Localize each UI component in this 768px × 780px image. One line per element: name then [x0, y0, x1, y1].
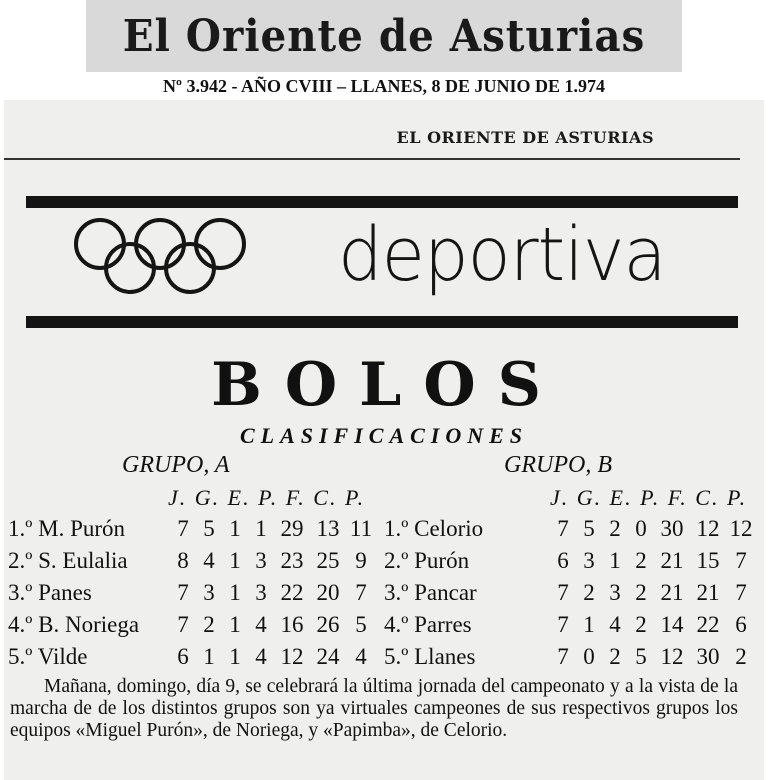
stat-cell: 6 — [735, 612, 747, 637]
article-body: Mañana, domingo, día 9, se celebrará la última jornada del campeonato y a la vista de la marcha de de los distintos grupos son ya virtuales campeones de sus respectivos grupos los equipos «Miguel Purón», de Noriega, y «Papimba», de Celorio. — [10, 676, 738, 741]
stat-cell: 2 — [203, 612, 215, 637]
stat-cell: 22 — [280, 580, 304, 605]
sport-title: BOLOS — [211, 350, 563, 420]
group-b-columns: J. G. E. P. F. C. P. — [550, 485, 748, 510]
stat-cell: 1 — [229, 580, 241, 605]
stat-cell: 3 — [583, 548, 595, 573]
issue-line: Nº 3.942 - AÑO CVIII – LLANES, 8 DE JUNIO DE 1.974 — [163, 76, 605, 96]
stat-cell: 6 — [557, 548, 569, 573]
stat-cell: 20 — [316, 580, 340, 605]
group-a-columns: J. G. E. P. F. C. P. — [168, 485, 366, 510]
table-row — [8, 609, 376, 641]
team-name: 1.º Celorio — [384, 516, 484, 541]
stat-cell: 14 — [660, 612, 684, 637]
stat-cell: 8 — [177, 548, 189, 573]
stat-cell: 1 — [229, 548, 241, 573]
stat-cell: 24 — [316, 644, 340, 669]
stat-cell: 4 — [255, 644, 267, 669]
stat-cell: 7 — [177, 516, 189, 541]
stat-cell: 12 — [280, 644, 304, 669]
stat-cell: 5 — [355, 612, 367, 637]
stat-cell: 23 — [280, 548, 304, 573]
team-name: 3.º Panes — [8, 580, 92, 605]
stat-cell: 21 — [660, 548, 684, 573]
stat-cell: 9 — [355, 548, 367, 573]
masthead-title: El Oriente de Asturias — [122, 10, 646, 62]
stat-cell: 3 — [255, 580, 267, 605]
stat-cell: 5 — [583, 516, 595, 541]
stat-cell: 30 — [660, 516, 684, 541]
masthead — [86, 0, 682, 72]
group-b-standings — [384, 513, 756, 673]
stat-cell: 1 — [229, 612, 241, 637]
stat-cell: 2 — [583, 580, 595, 605]
stat-cell: 7 — [557, 516, 569, 541]
team-name: 2.º S. Eulalia — [8, 548, 128, 573]
stat-cell: 7 — [557, 612, 569, 637]
stat-cell: 1 — [203, 644, 215, 669]
stat-cell: 5 — [635, 644, 647, 669]
stat-cell: 16 — [280, 612, 304, 637]
table-row — [8, 545, 376, 577]
team-name: 5.º Llanes — [384, 644, 476, 669]
top-rule — [4, 158, 740, 160]
stat-cell: 7 — [557, 644, 569, 669]
stat-cell: 6 — [177, 644, 189, 669]
team-name: 5.º Vilde — [8, 644, 88, 669]
stat-cell: 7 — [557, 580, 569, 605]
stat-cell: 11 — [349, 516, 373, 541]
stat-cell: 21 — [696, 580, 720, 605]
stat-cell: 4 — [255, 612, 267, 637]
banner-bar-lower — [26, 316, 738, 328]
stat-cell: 13 — [316, 516, 340, 541]
stat-cell: 2 — [635, 580, 647, 605]
sport-subtitle: CLASIFICACIONES — [239, 423, 529, 448]
stat-cell: 26 — [316, 612, 340, 637]
stat-cell: 30 — [696, 644, 720, 669]
stat-cell: 2 — [609, 516, 621, 541]
team-name: 4.º B. Noriega — [8, 612, 140, 637]
stat-cell: 1 — [229, 644, 241, 669]
stat-cell: 22 — [696, 612, 720, 637]
stat-cell: 15 — [696, 548, 720, 573]
stat-cell: 2 — [635, 612, 647, 637]
stat-cell: 7 — [177, 580, 189, 605]
team-name: 3.º Pancar — [384, 580, 477, 605]
running-head: EL ORIENTE DE ASTURIAS — [396, 128, 654, 147]
stat-cell: 1 — [229, 516, 241, 541]
stat-cell: 3 — [255, 548, 267, 573]
group-a-standings — [8, 513, 376, 673]
stat-cell: 4 — [355, 644, 367, 669]
newspaper-clipping — [4, 100, 764, 780]
table-row — [384, 577, 756, 609]
stat-cell: 29 — [280, 516, 304, 541]
banner-bar-upper — [26, 196, 738, 208]
team-name: 4.º Parres — [384, 612, 472, 637]
table-row — [8, 577, 376, 609]
table-row — [8, 641, 376, 673]
banner-word: deportiva — [338, 212, 666, 298]
stat-cell: 1 — [255, 516, 267, 541]
stat-cell: 2 — [635, 548, 647, 573]
stat-cell: 12 — [660, 644, 684, 669]
group-a-heading: GRUPO, A — [122, 452, 230, 478]
stat-cell: 2 — [609, 644, 621, 669]
table-row — [384, 641, 756, 673]
team-name: 2.º Purón — [384, 548, 470, 573]
stat-cell: 3 — [609, 580, 621, 605]
stat-cell: 7 — [355, 580, 367, 605]
stat-cell: 2 — [735, 644, 747, 669]
stat-cell: 25 — [316, 548, 340, 573]
stat-cell: 12 — [729, 516, 753, 541]
stat-cell: 5 — [203, 516, 215, 541]
stat-cell: 1 — [609, 548, 621, 573]
table-row — [384, 609, 756, 641]
stat-cell: 0 — [583, 644, 595, 669]
stat-cell: 12 — [696, 516, 720, 541]
stat-cell: 4 — [203, 548, 215, 573]
stat-cell: 21 — [660, 580, 684, 605]
stat-cell: 7 — [177, 612, 189, 637]
team-name: 1.º M. Purón — [8, 516, 126, 541]
group-b-heading: GRUPO, B — [504, 452, 612, 478]
olympic-rings-icon — [70, 216, 250, 296]
table-row — [384, 545, 756, 577]
stat-cell: 4 — [609, 612, 621, 637]
table-row — [8, 513, 376, 545]
stat-cell: 3 — [203, 580, 215, 605]
stat-cell: 7 — [735, 548, 747, 573]
table-row — [384, 513, 756, 545]
stat-cell: 1 — [583, 612, 595, 637]
stat-cell: 7 — [735, 580, 747, 605]
stat-cell: 0 — [635, 516, 647, 541]
